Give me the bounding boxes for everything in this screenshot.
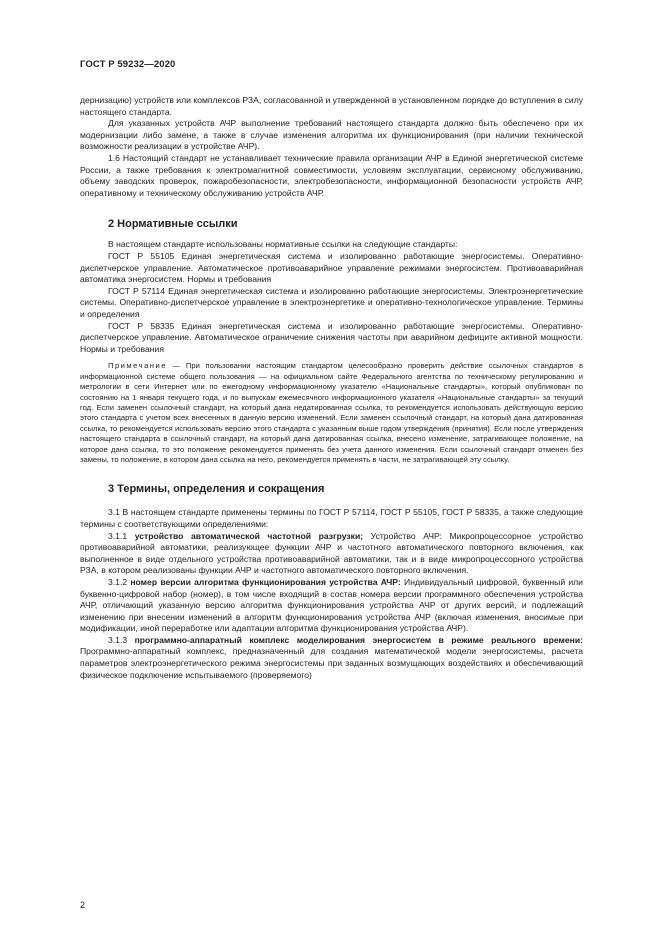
intro-paragraph-1: дернизацию) устройств или комплексов РЗА, согласованной и утвержденной в установленном порядке до вступления в силу настоящего стандарта.: [80, 95, 583, 117]
section-3-heading: 3 Термины, определения и сокращения: [108, 483, 325, 496]
term-number: 3.1.1: [108, 530, 135, 541]
page-body: [80, 95, 583, 681]
normative-refs-intro: В настоящем стандарте использованы нормативные ссылки на следующие стандарты:: [108, 239, 458, 250]
standard-designation: ГОСТ Р 59232—2020: [80, 59, 176, 70]
term-3-1-1: [80, 531, 583, 577]
term-number: 3.1.3: [108, 634, 135, 645]
term-number: 3.1.2: [108, 576, 131, 587]
page-number: 2: [80, 900, 86, 910]
normative-ref-55105: ГОСТ Р 55105 Единая энергетическая система и изолированно работающие энергосистемы. Оперативно-диспетчерское управление. Автоматическое противоаварийное управление режимами энергосистем. Противоаварийная автоматика энергосистем. Нормы и требования: [80, 250, 583, 285]
normative-ref-57114: ГОСТ Р 57114 Единая энергетическая система и изолированно работающие энергосистемы. Электроэнергетические системы. Оперативно-диспетчерское управление в электроэнергетике и оперативно-технологическое управление. Термины и определения: [80, 285, 583, 319]
note-label: Примечание: [108, 361, 167, 371]
clause-1-6: 1.6 Настоящий стандарт не устанавливает технические правила организации АЧР в Единой энергетической системе России, а также требования к электромагнитной совместимости, условиям эксплуатации, сервисному обслуживанию, объему заводских проверок, пожаробезопасности, электробезопасности, информационной безопасности устройств АЧР, оперативному и техническому обслуживанию устройств АЧР.: [80, 152, 583, 198]
normative-ref-58335: ГОСТ Р 58335 Единая энергетическая система и изолированно работающие энергосистемы. Оперативно-диспетчерское управление. Автоматическое ограничение снижения частоты при аварийном дефиците активной мощности. Нормы и требования: [80, 320, 583, 354]
term-name: программно-аппаратный комплекс моделирования энергосистем в режиме реального времени:: [134, 634, 583, 645]
term-definition: Индивидуальный цифровой, буквенный или буквенно-цифровой набор (номер), в том числе входящий в состав номера версии программного обеспечения устройства АЧР, отличающий указанную версию алгоритма функционирования устройства АЧР от других версий, и подлежащий изменению при внесении изменений в алгоритм функционирования устройства АЧР (включая изменения, вносимые при модификации, иной переработке или адаптации алгоритма функционирования устройства АЧР).: [80, 576, 583, 634]
term-3-1-2: [80, 577, 583, 635]
term-name: устройство автоматической частотной разгрузки;: [134, 530, 364, 541]
clause-3-1: 3.1 В настоящем стандарте применены термины по ГОСТ Р 57114, ГОСТ Р 55105, ГОСТ Р 58335, а также следующие термины с соответствующими определениями:: [80, 507, 583, 529]
term-definition: Программно-аппаратный комплекс, предназначенный для создания математической модели энергосистемы, расчета параметров электроэнергетического режима энергосистемы при заданных возмущающих воздействиях и обеспечивающий физическое подключение испытываемого (проверяемого): [80, 646, 583, 680]
term-definition: Устройство АЧР: Микропроцессорное устройство противоаварийной автоматики, реализующее функции АЧР и частотного автоматического повторного включения, как выполненное в виде отдельного устройства противоаварийной автоматики, так и в виде микропроцессорного устройства РЗА, в котором реализованы функции АЧР и частотного автоматического повторного включения.: [80, 530, 583, 576]
term-3-1-3: [80, 635, 583, 681]
section-2-heading: 2 Нормативные ссылки: [108, 218, 238, 231]
term-name: номер версии алгоритма функционирования устройства АЧР:: [130, 576, 401, 587]
note-text: — При пользовании настоящим стандартом целесообразно проверить действие ссылочных стандартов в информационной системе общего пользования — на официальном сайте Федерального агентства по техническому регулированию и метрологии в сети Интернет или по ежегодному информационному указателю «Национальные стандарты», который опубликован по состоянию на 1 января текущего года, и по выпускам ежемесячного информационного указателя «Национальные стандарты» за текущий год. Если заменен ссылочный стандарт, на который дана недатированная ссылка, то рекомендуется использовать действующую версию этого стандарта с учетом всех внесенных в данную версию изменений. Если заменен ссылочный стандарт, на который дана датированная ссылка, то рекомендуется использовать версию этого стандарта с указанным выше годом утверждения (принятия). Если после утверждения настоящего стандарта в ссылочный стандарт, на который дана датированная ссылка, внесено изменение, затрагивающее положение, на которое дана ссылка, то это положение рекомендуется применять без учета данного изменения. Если ссылочный стандарт отменен без замены, то положение, в котором дана ссылка на него, рекомендуется применять в части, не затрагивающей эту ссылку.: [80, 361, 583, 464]
intro-paragraph-2: Для указанных устройств АЧР выполнение требований настоящего стандарта должно быть обеспечено при их модернизации либо замене, а также в случае изменения алгоритма их функционирования (при наличии технической возможности реализации в устройстве АЧР).: [80, 118, 583, 152]
references-note: [80, 361, 583, 465]
